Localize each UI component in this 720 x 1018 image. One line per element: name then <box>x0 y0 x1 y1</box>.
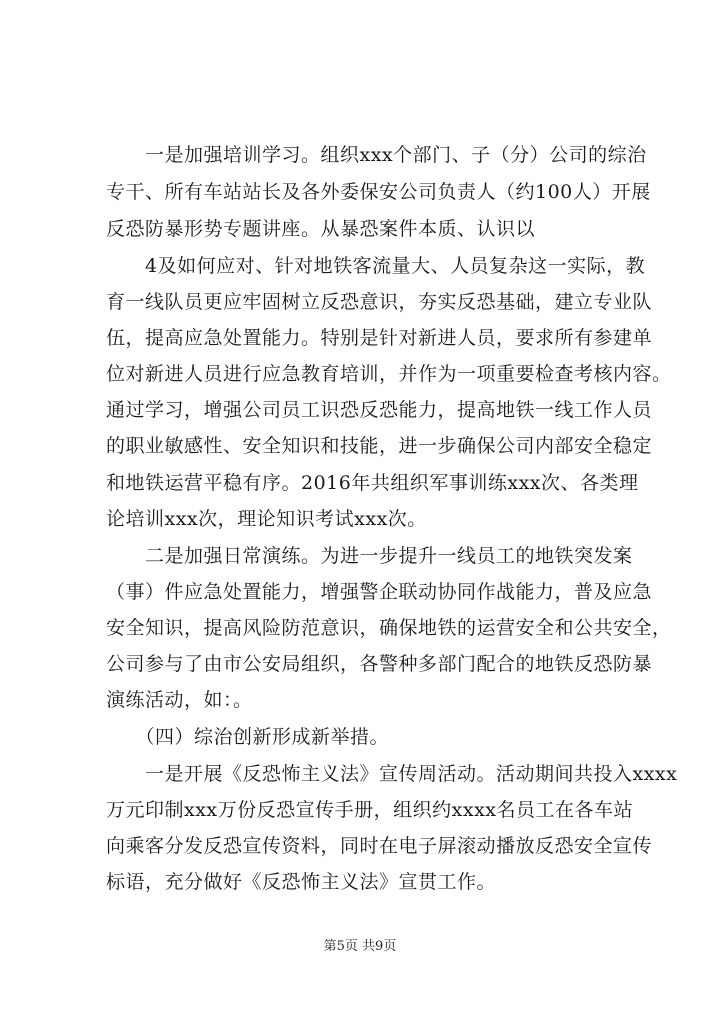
text-line: 向乘客分发反恐宣传资料，同时在电子屏滚动播放反恐安全宣传 <box>106 835 653 857</box>
text-line: 通过学习，增强公司员工识恐反恐能力，提高地铁一线工作人员 <box>106 399 653 421</box>
text-line: 和地铁运营平稳有序。2016年共组织军事训练xxx次、各类理 <box>106 472 639 494</box>
text-line: 伍，提高应急处置能力。特别是针对新进人员，要求所有参建单 <box>106 327 653 349</box>
text-line: 专干、所有车站站长及各外委保安公司负责人（约100人）开展 <box>106 181 651 203</box>
text-line: 4及如何应对、针对地铁客流量大、人员复杂这一实际，教 <box>106 255 646 277</box>
text-line: 位对新进人员进行应急教育培训，并作为一项重要检查考核内容。 <box>106 363 672 385</box>
text-line: 论培训xxx次，理论知识考试xxx次。 <box>106 508 427 530</box>
text-line: 二是加强日常演练。为进一步提升一线员工的地铁突发案 <box>106 545 633 567</box>
text-line: 演练活动，如：。 <box>106 689 253 711</box>
text-line: 一是开展《反恐怖主义法》宣传周活动。活动期间共投入xxxx <box>106 763 678 785</box>
text-line: （事）件应急处置能力，增强警企联动协同作战能力，普及应急 <box>106 581 653 603</box>
text-line: 反恐防暴形势专题讲座。从暴恐案件本质、认识以 <box>106 218 536 240</box>
text-line: 标语，充分做好《反恐怖主义法》宣贯工作。 <box>106 871 497 893</box>
text-line: 育一线队员更应牢固树立反恐意识，夯实反恐基础，建立专业队 <box>106 291 653 313</box>
section-heading: （四）综治创新形成新举措。 <box>106 726 390 748</box>
text-line: 安全知识，提高风险防范意识，确保地铁的运营安全和公共安全， <box>106 617 672 639</box>
text-line: 的职业敏感性、安全知识和技能，进一步确保公司内部安全稳定 <box>106 435 653 457</box>
text-line: 一是加强培训学习。组织xxx个部门、子（分）公司的综治 <box>106 144 647 166</box>
page-number: 第5页 共9页 <box>323 939 397 954</box>
text-line: 公司参与了由市公安局组织，各警种多部门配合的地铁反恐防暴 <box>106 653 653 675</box>
text-line: 万元印制xxx万份反恐宣传手册，组织约xxxx名员工在各车站 <box>106 799 634 821</box>
